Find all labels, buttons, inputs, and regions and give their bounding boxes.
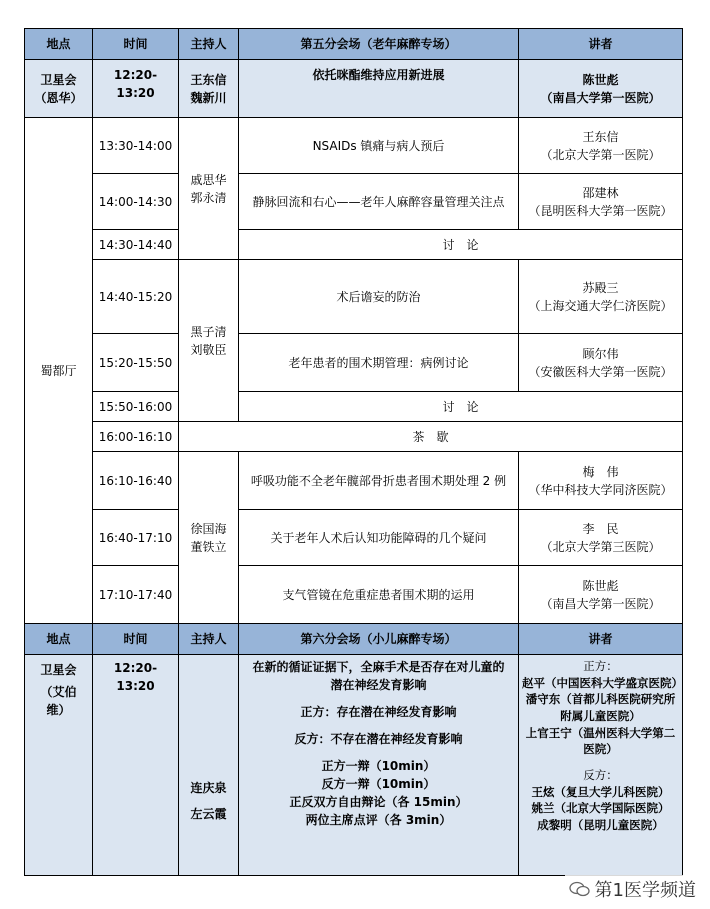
table-row — [25, 422, 683, 452]
speaker-cell: 李 民 （北京大学第三医院） — [519, 510, 683, 566]
table-row — [25, 392, 683, 422]
table-row — [25, 334, 683, 392]
topic-cell: 术后谵妄的防治 — [239, 260, 519, 334]
topic-cell: 静脉回流和右心——老年人麻醉容量管理关注点 — [239, 174, 519, 230]
table-row — [25, 510, 683, 566]
discussion-cell: 讨 论 — [239, 392, 683, 422]
tea-break-cell: 茶 歇 — [179, 422, 683, 452]
watermark-text: 第1医学频道 — [594, 880, 696, 901]
host-cell: 王东信 魏新川 — [179, 60, 239, 118]
speaker-cell: 王东信 （北京大学第一医院） — [519, 118, 683, 174]
time-cell: 17:10-17:40 — [93, 566, 179, 624]
topic-cell: 关于老年人术后认知功能障碍的几个疑问 — [239, 510, 519, 566]
host-cell: 戚思华 郭永清 — [179, 118, 239, 260]
time-cell: 15:20-15:50 — [93, 334, 179, 392]
header-host: 主持人 — [179, 29, 239, 60]
table-row — [25, 230, 683, 260]
topic-cell: 呼吸功能不全老年髋部骨折患者围术期处理 2 例 — [239, 452, 519, 510]
speaker-cell: 梅 伟 （华中科技大学同济医院） — [519, 452, 683, 510]
time-cell: 13:30-14:00 — [93, 118, 179, 174]
table-row — [25, 118, 683, 174]
time-cell: 16:00-16:10 — [93, 422, 179, 452]
time-cell: 14:30-14:40 — [93, 230, 179, 260]
header-speaker: 讲者 — [519, 29, 683, 60]
header-row-session5 — [25, 29, 683, 60]
speaker-cell: 陈世彪 （南昌大学第一医院） — [519, 566, 683, 624]
header-session: 第五分会场（老年麻醉专场） — [239, 29, 519, 60]
venue-cell: 蜀都厅 — [25, 118, 93, 624]
discussion-cell: 讨 论 — [239, 230, 683, 260]
host-cell: 黑子清 刘敬臣 — [179, 260, 239, 422]
host-cell: 连庆泉 左云霞 — [179, 655, 239, 876]
watermark — [565, 875, 700, 903]
header-host: 主持人 — [179, 624, 239, 655]
table-row — [25, 260, 683, 334]
time-cell: 15:50-16:00 — [93, 392, 179, 422]
header-speaker: 讲者 — [519, 624, 683, 655]
time-cell: 16:10-16:40 — [93, 452, 179, 510]
time-cell: 12:20-13:20 — [93, 60, 179, 118]
table-row — [25, 452, 683, 510]
satellite-row-session6 — [25, 655, 683, 876]
time-cell: 12:20-13:20 — [93, 655, 179, 876]
debate-topic-cell: 在新的循证证据下，全麻手术是否存在对儿童的 潜在神经发育影响 正方：存在潜在神经发育影响 反方：不存在潜在神经发育影响 正方一辩（10min） 反方一辩（10min） 正反双方自由辩论（各 15min） 两位主席点评（各 3min） — [239, 655, 519, 876]
place-cell: 卫星会 （恩华） — [25, 60, 93, 118]
speaker-cell: 苏殿三 （上海交通大学仁济医院） — [519, 260, 683, 334]
header-time: 时间 — [93, 624, 179, 655]
topic-cell: NSAIDs 镇痛与病人预后 — [239, 118, 519, 174]
topic-cell: 老年患者的围术期管理：病例讨论 — [239, 334, 519, 392]
table-row — [25, 566, 683, 624]
header-place: 地点 — [25, 29, 93, 60]
speaker-cell: 邵建林 （昆明医科大学第一医院） — [519, 174, 683, 230]
satellite-row-session5 — [25, 60, 683, 118]
header-row-session6 — [25, 624, 683, 655]
table-row — [25, 174, 683, 230]
host-cell: 徐国海 董铁立 — [179, 452, 239, 624]
time-cell: 14:40-15:20 — [93, 260, 179, 334]
speaker-cell: 陈世彪 （南昌大学第一医院） — [519, 60, 683, 118]
header-place: 地点 — [25, 624, 93, 655]
debate-speakers-cell: 正方： 赵平（中国医科大学盛京医院） 潘守东（首都儿科医院研究所附属儿童医院） 上官王宁（温州医科大学第二医院） 反方： 王炫（复旦大学儿科医院） 姚兰（北京大学国际医院） 成黎明（昆明儿童医院） — [519, 655, 683, 876]
wechat-icon — [569, 881, 591, 897]
header-time: 时间 — [93, 29, 179, 60]
time-cell: 16:40-17:10 — [93, 510, 179, 566]
header-session: 第六分会场（小儿麻醉专场） — [239, 624, 519, 655]
speaker-cell: 顾尔伟 （安徽医科大学第一医院） — [519, 334, 683, 392]
schedule-table — [24, 28, 683, 876]
topic-cell: 依托咪酯维持应用新进展 — [239, 60, 519, 118]
time-cell: 14:00-14:30 — [93, 174, 179, 230]
place-cell: 卫星会 （艾伯 维） — [25, 655, 93, 876]
topic-cell: 支气管镜在危重症患者围术期的运用 — [239, 566, 519, 624]
